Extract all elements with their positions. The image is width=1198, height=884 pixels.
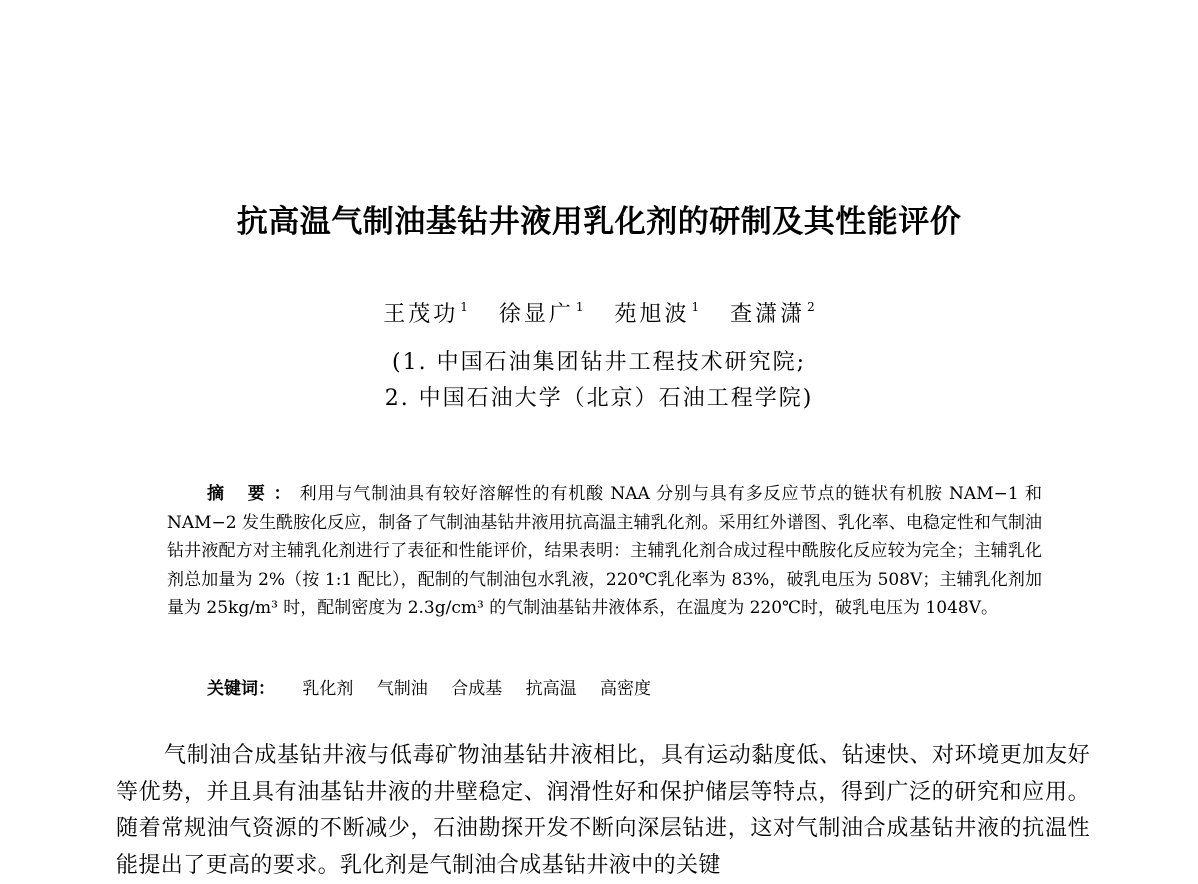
paper-title: 抗高温气制油基钻井液用乳化剂的研制及其性能评价 bbox=[236, 204, 962, 240]
keywords bbox=[207, 674, 669, 699]
author-name: 徐显广 bbox=[498, 302, 574, 327]
keyword: 气制油 bbox=[376, 679, 428, 699]
abstract-label: 摘 要： bbox=[207, 484, 300, 504]
keywords-label: 关键词： bbox=[207, 679, 275, 699]
author-affiliation-mark: 1 bbox=[460, 300, 468, 314]
author-affiliation-mark: 1 bbox=[691, 300, 700, 314]
abstract-text: 利用与气制油具有较好溶解性的有机酸 NAA 分别与具有多反应节点的链状有机胺 NAM−1 和 NAM−2 发生酰胺化反应，制备了气制油基钻井液用抗高温主辅乳化剂。采用红外谱图、乳化率、电稳定性和气制油钻井液配方对主辅乳化剂进行了表征和性能评价，结果表明：主辅乳化剂合成过程中酰胺化反应较为完全；主辅乳化剂总加量为 2%（按 1:1 配比），配制的气制油包水乳液，220℃乳化率为 83%，破乳电压为 508V；主辅乳化剂加量为 25kg/m³ 时，配制密度为 2.3g/cm³ 的气制油基钻井液体系，在温度为 220℃时，破乳电压为 1048V。 bbox=[167, 484, 1042, 619]
author bbox=[383, 297, 468, 328]
author bbox=[730, 297, 815, 328]
body-paragraph: 气制油合成基钻井液与低毒矿物油基钻井液相比，具有运动黏度低、钻速快、对环境更加友好等优势，并且具有油基钻井液的井壁稳定、润滑性好和保护储层等特点，得到广泛的研究和应用。随着常规油气资源的不断减少，石油勘探开发不断向深层钻进，这对气制油合成基钻井液的抗温性能提出了更高的要求。乳化剂是气制油合成基钻井液中的关键 bbox=[116, 743, 1090, 878]
author-affiliation-mark: 1 bbox=[575, 300, 584, 314]
author-name: 王茂功 bbox=[383, 302, 459, 327]
keyword: 高密度 bbox=[600, 679, 652, 699]
affiliation-line: (1. 中国石油集团钻井工程技术研究院; bbox=[392, 350, 806, 375]
keyword: 抗高温 bbox=[525, 679, 577, 699]
author bbox=[499, 297, 584, 328]
author-name: 苑旭波 bbox=[614, 302, 690, 327]
author-affiliation-mark: 2 bbox=[807, 300, 815, 314]
author-list bbox=[0, 297, 1198, 328]
author-name: 查潇潇 bbox=[730, 302, 806, 327]
keyword: 合成基 bbox=[451, 679, 503, 699]
affiliation-line: 2. 中国石油大学（北京）石油工程学院) bbox=[384, 386, 814, 411]
abstract bbox=[167, 480, 1042, 623]
author bbox=[615, 297, 700, 328]
keyword: 乳化剂 bbox=[302, 679, 354, 699]
